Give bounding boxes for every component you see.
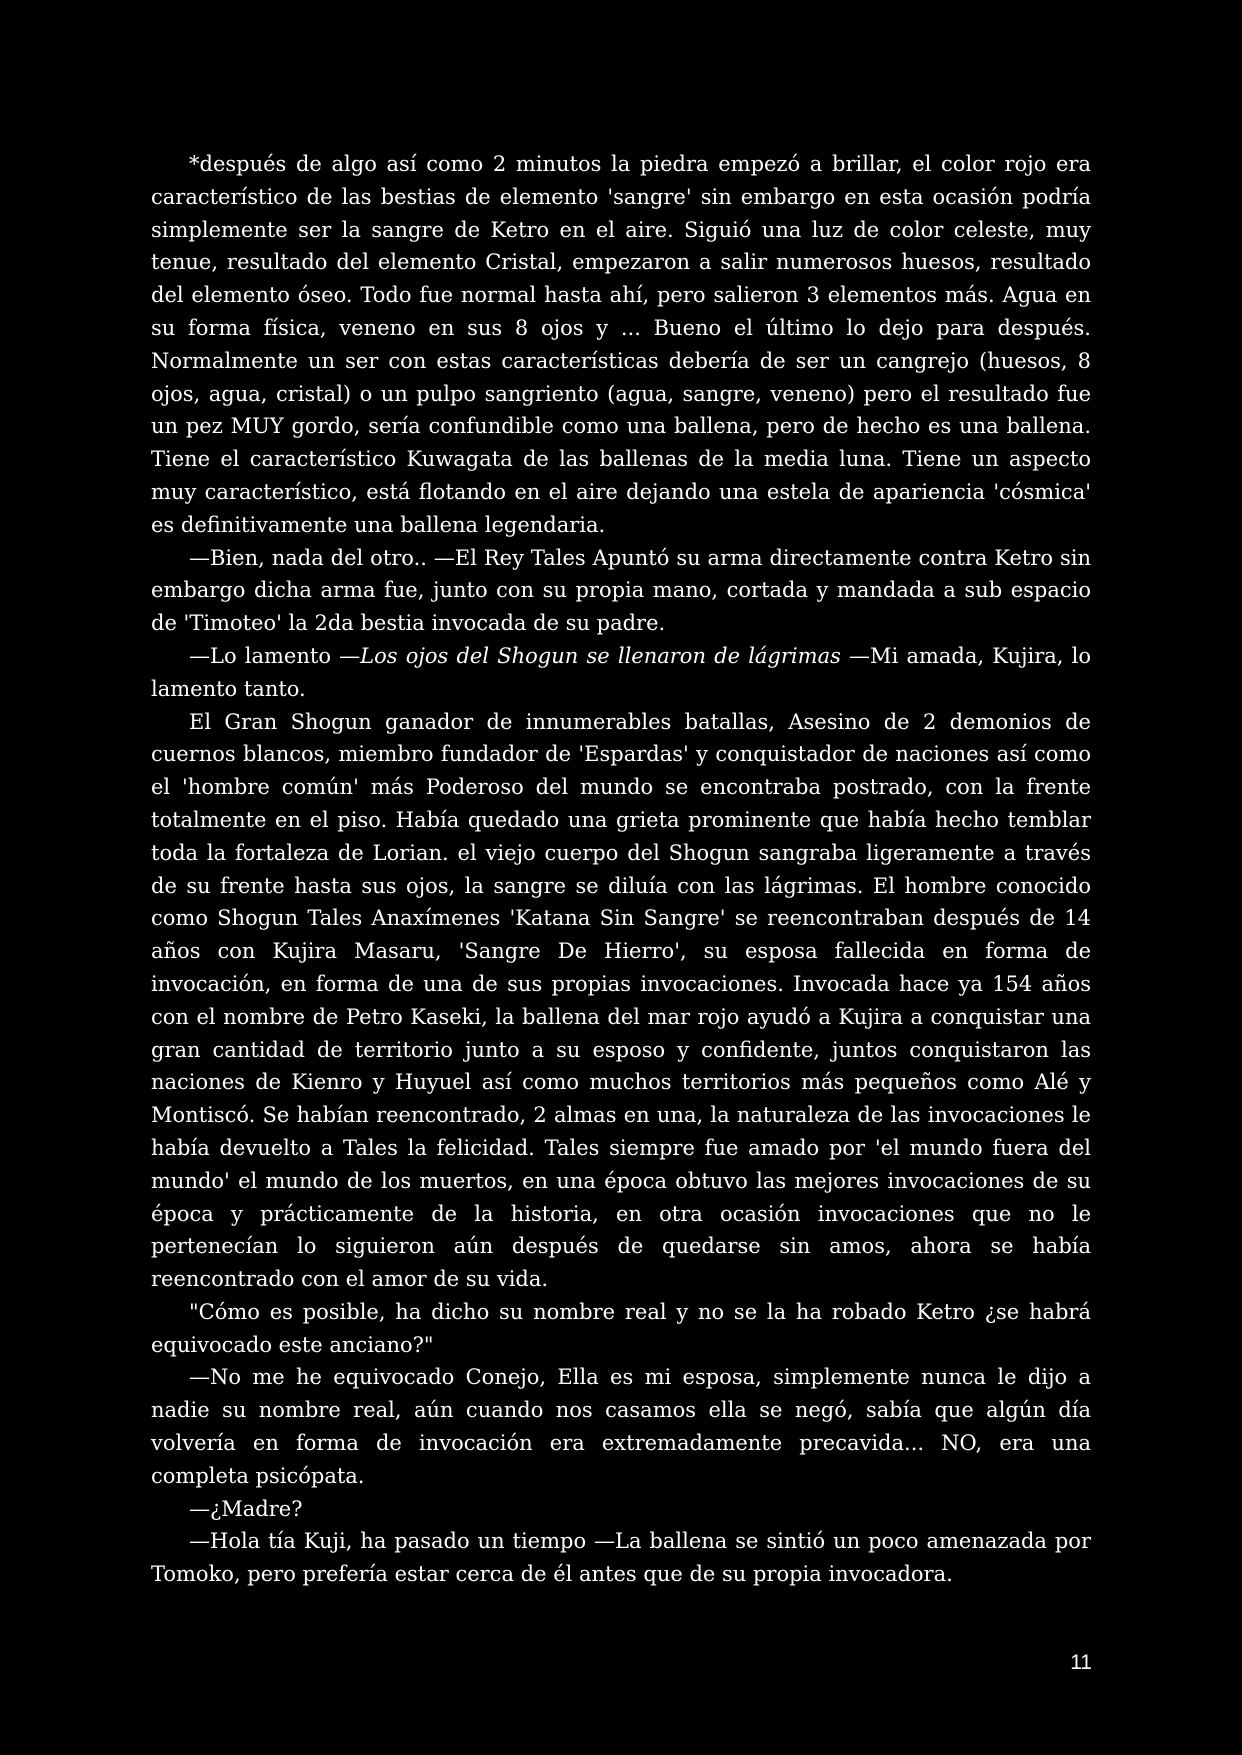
paragraph-king-tales: —Bien, nada del otro.. —El Rey Tales Apuntó su arma directamente contra Ketro sin embargo dicha arma fue, junto con su propia mano, cortada y mandada a sub espacio de 'Timoteo' la 2da bestia invocada de su padre.	[151, 545, 1091, 636]
lament-dialogue-start: —Lo lamento —	[189, 643, 361, 668]
paragraph-mother: —¿Madre?	[189, 1496, 303, 1521]
paragraph-not-mistaken: —No me he equivocado Conejo, Ella es mi esposa, simplemente nunca le dijo a nadie su nombre real, aún cuando nos casamos ella se negó, sabía que algún día volvería en forma de invocación era extremadamente precavida... NO, era una completa psicópata.	[151, 1365, 1091, 1488]
paragraph-great-shogun: El Gran Shogun ganador de innumerables batallas, Asesino de 2 demonios de cuernos blancos, miembro fundador de 'Espardas' y conquistador de naciones así como el 'hombre común' más Poderoso del mundo se encontraba postrado, con la frente totalmente en el piso. Había quedado una grieta prominente que había hecho temblar toda la fortaleza de Lorian. el viejo cuerpo del Shogun sangraba ligeramente a través de su frente hasta sus ojos, la sangre se diluía con las lágrimas. El hombre conocido como Shogun Tales Anaxímenes 'Katana Sin Sangre' se reencontraban después de 14 años con Kujira Masaru, 'Sangre De Hierro', su esposa fallecida en forma de invocación, en forma de una de sus propias invocaciones. Invocada hace ya 154 años con el nombre de Petro Kaseki, la ballena del mar rojo ayudó a Kujira a conquistar una gran cantidad de territorio junto a su esposo y confidente, juntos conquistaron las naciones de Kienro y Huyuel así como muchos territorios más pequeños como Alé y Montiscó. Se habían reencontrado, 2 almas en una, la naturaleza de las invocaciones le había devuelto a Tales la felicidad. Tales siempre fue amado por 'el mundo fuera del mundo' el mundo de los muertos, en una época obtuvo las mejores invocaciones de su época y prácticamente de la historia, en otra ocasión invocaciones que no le pertenecían lo siguieron aún después de quedarse sin amos, ahora se había reencontrado con el amor de su vida.	[151, 709, 1091, 1292]
lament-dialogue-end: —Mi amada, Kujira, lo lamento tanto.	[151, 643, 1092, 701]
chapter-text	[151, 148, 1091, 1591]
paragraph-aunt-kuji: —Hola tía Kuji, ha pasado un tiempo —La ballena se sintió un poco amenazada por Tomoko, pero prefería estar cerca de él antes que de su propia invocadora.	[151, 1529, 1091, 1587]
paragraph-shogun-lament	[151, 640, 1091, 706]
lament-italic-aside: Los ojos del Shogun se llenaron de lágrimas	[360, 643, 841, 668]
paragraph-thought-quote: "Cómo es posible, ha dicho su nombre real y no se la ha robado Ketro ¿se habrá equivocado este anciano?"	[151, 1299, 1091, 1357]
paragraph-summoning: *después de algo así como 2 minutos la piedra empezó a brillar, el color rojo era característico de las bestias de elemento 'sangre' sin embargo en esta ocasión podría simplemente ser la sangre de Ketro en el aire. Siguió una luz de color celeste, muy tenue, resultado del elemento Cristal, empezaron a salir numerosos huesos, resultado del elemento óseo. Todo fue normal hasta ahí, pero salieron 3 elementos más. Agua en su forma física, veneno en sus 8 ojos y ... Bueno el último lo dejo para después. Normalmente un ser con estas características debería de ser un cangrejo (huesos, 8 ojos, agua, cristal) o un pulpo sangriento (agua, sangre, veneno) pero el resultado fue un pez MUY gordo, sería confundible como una ballena, pero de hecho es una ballena. Tiene el característico Kuwagata de las ballenas de la media luna. Tiene un aspecto muy característico, está flotando en el aire dejando una estela de apariencia 'cósmica' es definitivamente una ballena legendaria.	[151, 152, 1091, 537]
page-number: 11	[1070, 1651, 1092, 1674]
